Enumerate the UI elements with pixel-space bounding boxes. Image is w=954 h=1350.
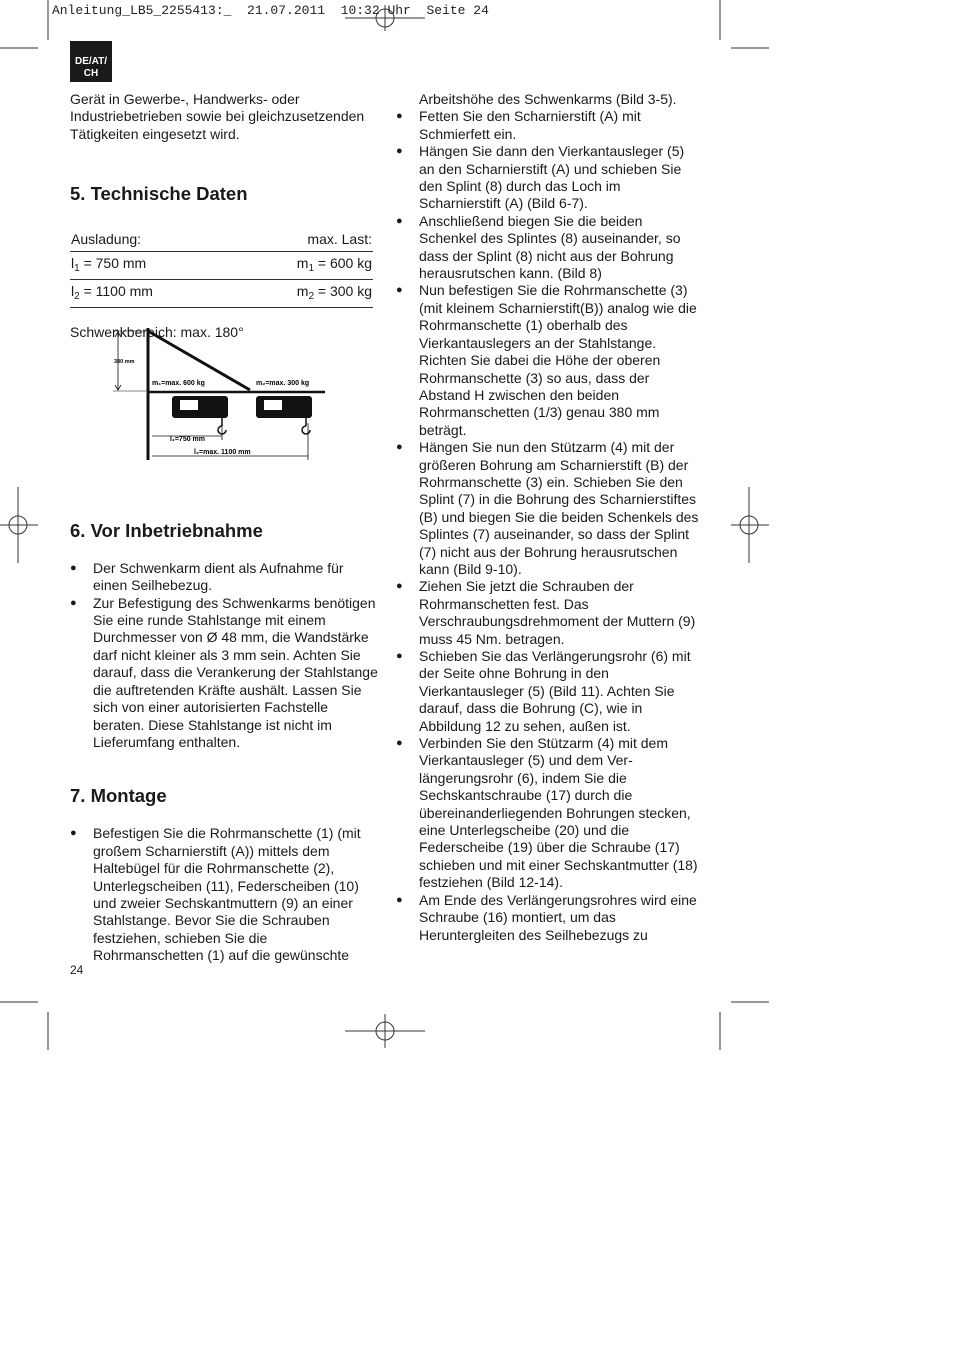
spec-load: $m_2 = 300$ kg xyxy=(228,280,373,308)
bullet-icon: ● xyxy=(70,596,77,609)
spec-col-left: Ausladung: xyxy=(70,228,228,251)
bullet-icon: ● xyxy=(396,737,403,750)
bullet-icon: ● xyxy=(396,214,403,227)
section6-list xyxy=(70,560,378,751)
bullet-icon: ● xyxy=(396,893,403,906)
continuation-text: Arbeitshöhe des Schwenkarms (Bild 3-5). xyxy=(419,91,677,107)
list-item: ● Zur Befestigung des Schwenkarms benötigen Sie eine runde Stahlstange mit einem Durchmesser von Ø 48 mm, die Wandstärke darf nicht kleiner als 3 mm sein. Achten Sie darauf, dass die Verankerung der Stahlstange die auftretenden Kräfte aushält. Lassen Sie sich von einer autorisierten Fachstelle beraten. Diese Stahlstange ist nicht im Lieferumfang enthalten. xyxy=(70,594,378,750)
page-number: 24 xyxy=(70,963,84,977)
list-item: ● Hängen Sie nun den Stützarm (4) mit der größeren Bohrung am Scharnierstift (B) der Rohrmanschette (3) ein. Schieben Sie den Splint (7) in die Bohrung des Scharnierstiftes (B) und biegen Sie die beiden Schenkels des Splintes (7) auseinander, so dass der Splint (7) nicht aus der Bohrung herausrutschen kann (Bild 9-10). xyxy=(396,439,699,577)
fig-m1-label: m₁=max. 600 kg xyxy=(152,380,205,387)
list-item: ● Hängen Sie dann den Vierkantausleger (5) an den Scharnierstift (A) und schieben Sie den Splint (8) durch das Loch im Scharnierstift (A) (Bild 6-7). xyxy=(396,143,685,212)
spec-table xyxy=(70,228,373,308)
bullet-icon: ● xyxy=(396,441,403,454)
language-badge-line2: CH xyxy=(83,68,99,79)
spec-row xyxy=(70,251,373,279)
bullet-icon: ● xyxy=(396,145,403,158)
bullet-icon: ● xyxy=(396,110,403,123)
list-item: ● Nun befestigen Sie die Rohrmanschette (3) (mit kleinem Scharnierstift(B)) analog wie die Rohrmanschette (1) oberhalb des Vierkantauslegers an der Stahlstange. Richten Sie dabei die Höhe der oberen Rohrmanschette (3) so aus, dass der Abstand H zwischen den beiden Rohrmanschetten (1/3) genau 380 mm beträgt. xyxy=(396,282,697,438)
left-column xyxy=(70,91,378,965)
list-item: ● Ziehen Sie jetzt die Schrauben der Rohrmanschetten fest. Das Verschraubungsdrehmoment der Muttern (9) muss 45 Nm. betragen. xyxy=(396,578,696,647)
print-header: Anleitung_LB5_2255413:_ 21.07.2011 10:32 Uhr Seite 24 xyxy=(52,3,489,18)
list-item: ● Anschließend biegen Sie die beiden Schenkel des Splintes (8) auseinander, so dass der Splint (8) nicht aus der Bohrung herausrutschen kann. (Bild 8) xyxy=(396,212,681,282)
bullet-icon: ● xyxy=(396,580,403,593)
fig-m2-label: m₂=max. 300 kg xyxy=(256,380,310,387)
swing-arm-diagram xyxy=(110,328,330,463)
montage-list xyxy=(396,108,702,944)
bullet-icon: ● xyxy=(70,561,77,574)
language-badge xyxy=(70,41,112,82)
list-item: ● Am Ende des Verlängerungsrohres wird eine Schraube (16) montiert, um das Heruntergleiten des Seilhebezugs zu xyxy=(396,891,697,943)
list-item: ● Fetten Sie den Scharnierstift (A) mit Schmierfett ein. xyxy=(396,108,641,142)
right-column xyxy=(396,91,702,944)
list-item: ● Befestigen Sie die Rohrmanschette (1) (mit großem Scharnierstift (A)) mittels dem Haltebügel für die Rohrmanschette (2), Unterlegscheiben (11), Federscheiben (10) und zweier Sechskantmuttern (9) an einer Stahlstange. Bevor Sie die Schrauben festziehen, schieben Sie die Rohrmanschetten (1) auf die gewünschte xyxy=(70,825,361,964)
list-item: ● Der Schwenkarm dient als Aufnahme für einen Seilhebezug. xyxy=(70,559,344,594)
fig-l1-label: l₁=750 mm xyxy=(170,436,205,443)
bullet-icon: ● xyxy=(396,650,403,662)
swing-range: Schwenkbereich: max. 180° xyxy=(70,324,244,341)
section7-title: 7. Montage xyxy=(70,785,167,807)
language-badge-line1: DE/AT/ xyxy=(74,56,108,67)
list-item: ● Schieben Sie das Verlängerungsrohr (6) mit der Seite ohne Bohrung in den Vierkantausleger (5) (Bild 11). Achten Sie darauf, dass die Bohrung (C), wie in Abbildung 12 zu sehen, außen ist. xyxy=(396,648,691,734)
fig-l2-label: l₂=max. 1100 mm xyxy=(194,449,251,456)
section7-list xyxy=(70,825,378,964)
list-item: ● Verbinden Sie den Stützarm (4) mit dem Vierkantausleger (5) und dem Ver-längerungsrohr (6), indem Sie die Sechskantschraube (17) durch die übereinanderliegenden Bohrungen stecken, eine Unterlegscheibe (20) und die Federscheibe (19) über die Schraube (17) schieben und mit einer Sechskantmutter (18) festziehen (Bild 12-14). xyxy=(396,735,698,891)
spec-reach: $l_2 = 1100$ mm xyxy=(70,280,228,308)
section5-title: 5. Technische Daten xyxy=(70,183,248,205)
spec-col-right: max. Last: xyxy=(228,228,373,251)
section6-title: 6. Vor Inbetriebnahme xyxy=(70,519,263,541)
spec-table-header xyxy=(70,228,373,251)
fig-height-label: 380 mm xyxy=(114,359,135,365)
spec-load: $m_1 = 600$ kg xyxy=(228,251,373,279)
bullet-icon: ● xyxy=(70,827,77,840)
spec-row xyxy=(70,280,373,308)
intro-text: Gerät in Gewerbe-, Handwerks- oder Industriebetrieben sowie bei gleichzusetzenden Tätigkeiten eingesetzt wird. xyxy=(70,91,365,142)
bullet-icon: ● xyxy=(396,284,403,297)
spec-reach: $l_1 = 750$ mm xyxy=(70,251,228,279)
